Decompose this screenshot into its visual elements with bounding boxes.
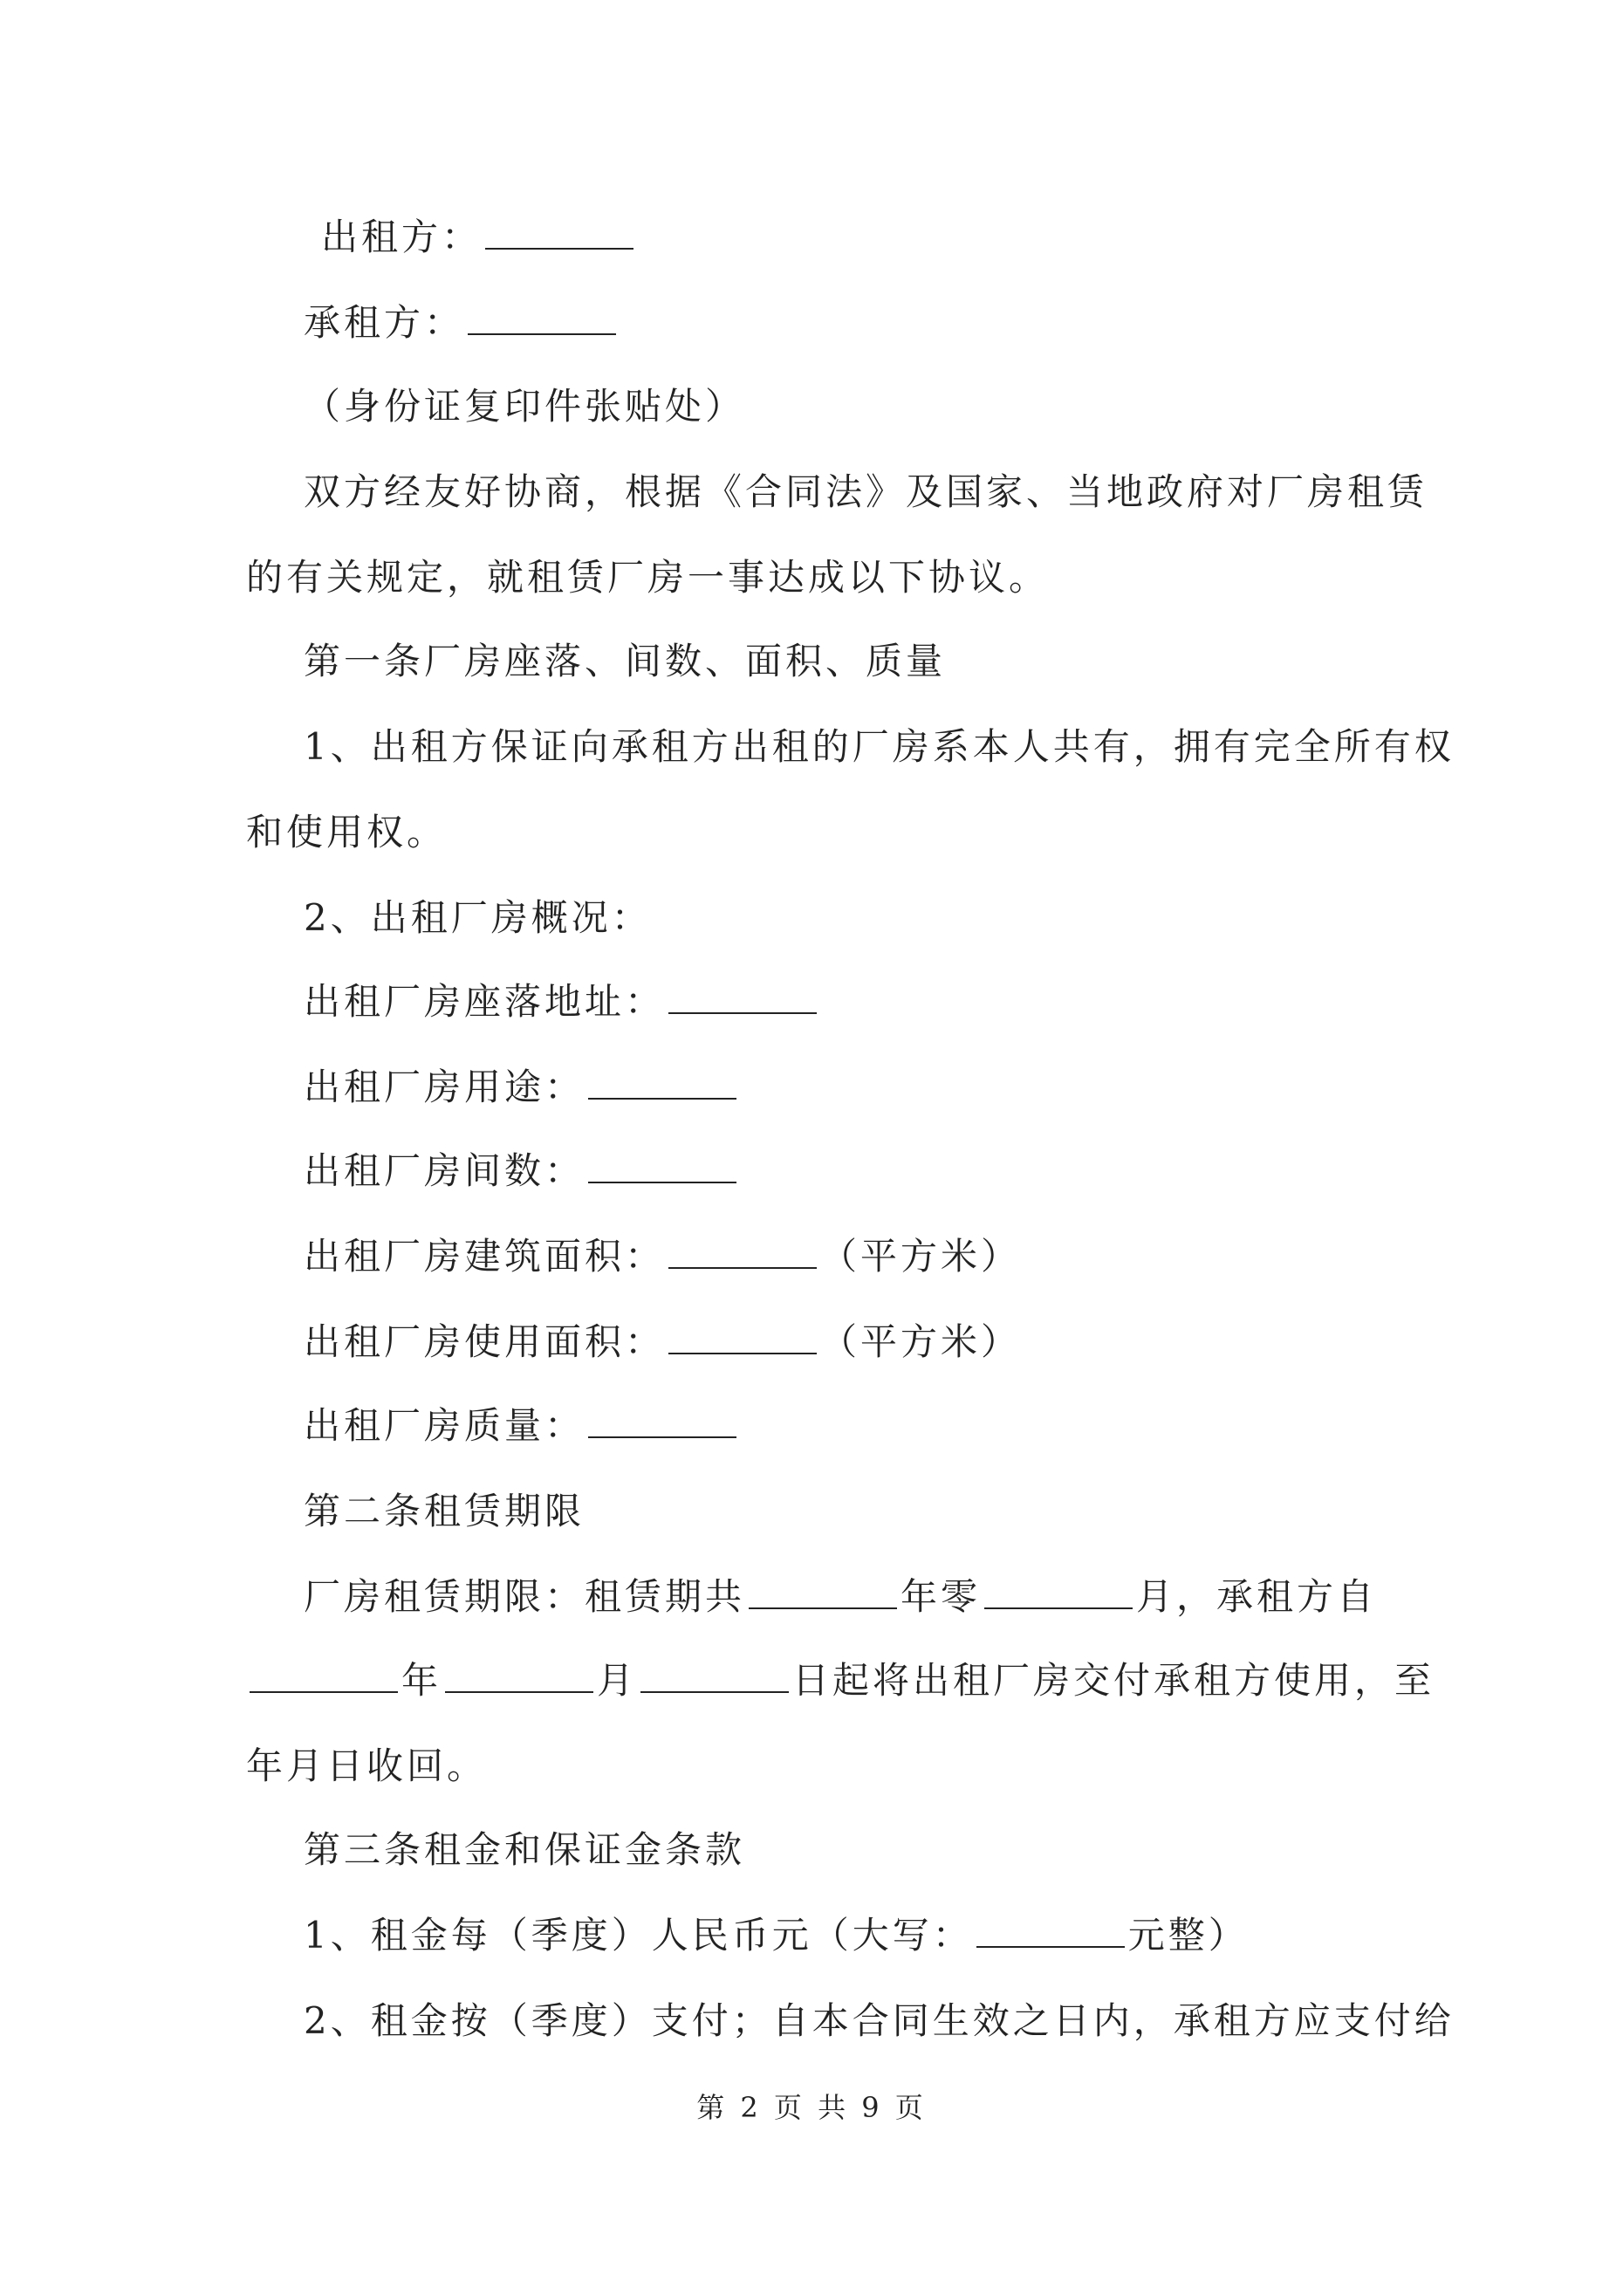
article-1-heading: 第一条厂房座落、间数、面积、质量 bbox=[304, 640, 947, 682]
lease-term-line-1 bbox=[304, 1574, 1377, 1620]
article-3-item-1 bbox=[304, 1913, 1249, 1958]
start-year-unit: 年 bbox=[401, 1659, 442, 1702]
lessee-blank bbox=[468, 304, 616, 335]
article-1-item-1-line-2: 和使用权。 bbox=[246, 811, 448, 853]
article-1-item-2: 2、出租厂房概况： bbox=[304, 896, 652, 939]
usable-area-unit: （平方米） bbox=[820, 1320, 1022, 1363]
usage-blank bbox=[588, 1068, 736, 1100]
address-line bbox=[304, 979, 820, 1025]
intro-paragraph-line-1: 双方经友好协商，根据《合同法》及国家、当地政府对厂房租赁 bbox=[304, 470, 1428, 513]
start-month-blank bbox=[445, 1662, 593, 1693]
room-count-line bbox=[304, 1148, 740, 1194]
building-area-label: 出租厂房建筑面积： bbox=[304, 1235, 666, 1278]
delivery-text: 日起将出租厂房交付承租方使用，至 bbox=[792, 1659, 1435, 1702]
quality-line bbox=[304, 1403, 740, 1449]
lease-months-unit: 月，承租方自 bbox=[1136, 1575, 1378, 1618]
rent-amount-suffix: 元整） bbox=[1127, 1914, 1249, 1957]
building-area-line bbox=[304, 1234, 1021, 1279]
building-area-blank bbox=[668, 1237, 817, 1269]
lease-term-label: 厂房租赁期限：租赁期共 bbox=[304, 1575, 746, 1618]
article-3-heading: 第三条租金和保证金条款 bbox=[304, 1828, 746, 1871]
lessee-label: 承租方： bbox=[304, 301, 465, 344]
article-1-item-1-line-1: 1、出租方保证向承租方出租的厂房系本人共有，拥有完全所有权 bbox=[304, 725, 1455, 768]
id-copy-note: （身份证复印件张贴处） bbox=[304, 385, 746, 428]
usage-line bbox=[304, 1065, 740, 1110]
lease-years-blank bbox=[749, 1578, 897, 1609]
lease-months-blank bbox=[984, 1578, 1133, 1609]
room-count-blank bbox=[588, 1152, 736, 1183]
building-area-unit: （平方米） bbox=[820, 1235, 1022, 1278]
usage-label: 出租厂房用途： bbox=[304, 1066, 586, 1108]
lease-term-line-3: 年月日收回。 bbox=[246, 1744, 488, 1787]
lessee-line bbox=[304, 300, 620, 346]
quality-blank bbox=[588, 1407, 736, 1438]
address-blank bbox=[668, 983, 817, 1014]
intro-paragraph-line-2: 的有关规定，就租赁厂房一事达成以下协议。 bbox=[246, 556, 1050, 599]
usable-area-blank bbox=[668, 1323, 817, 1354]
lessor-line bbox=[321, 215, 637, 260]
rent-amount-label: 1、租金每（季度）人民币元（大写： bbox=[304, 1914, 973, 1957]
start-month-unit: 月 bbox=[597, 1659, 638, 1702]
start-year-blank bbox=[250, 1662, 398, 1693]
page-number-footer: 第 2 页 共 9 页 bbox=[696, 2091, 927, 2124]
lease-years-unit: 年零 bbox=[901, 1575, 982, 1618]
lessor-blank bbox=[485, 218, 633, 250]
address-label: 出租厂房座落地址： bbox=[304, 980, 666, 1023]
room-count-label: 出租厂房间数： bbox=[304, 1149, 586, 1192]
start-day-blank bbox=[640, 1662, 789, 1693]
usable-area-line bbox=[304, 1319, 1021, 1365]
usable-area-label: 出租厂房使用面积： bbox=[304, 1320, 666, 1363]
lessor-label: 出租方： bbox=[321, 216, 483, 258]
rent-amount-blank bbox=[976, 1916, 1125, 1948]
article-2-heading: 第二条租赁期限 bbox=[304, 1490, 586, 1532]
article-3-item-2: 2、租金按（季度）支付；自本合同生效之日内，承租方应支付给 bbox=[304, 1999, 1455, 2042]
lease-term-line-2 bbox=[246, 1658, 1435, 1703]
quality-label: 出租厂房质量： bbox=[304, 1404, 586, 1447]
